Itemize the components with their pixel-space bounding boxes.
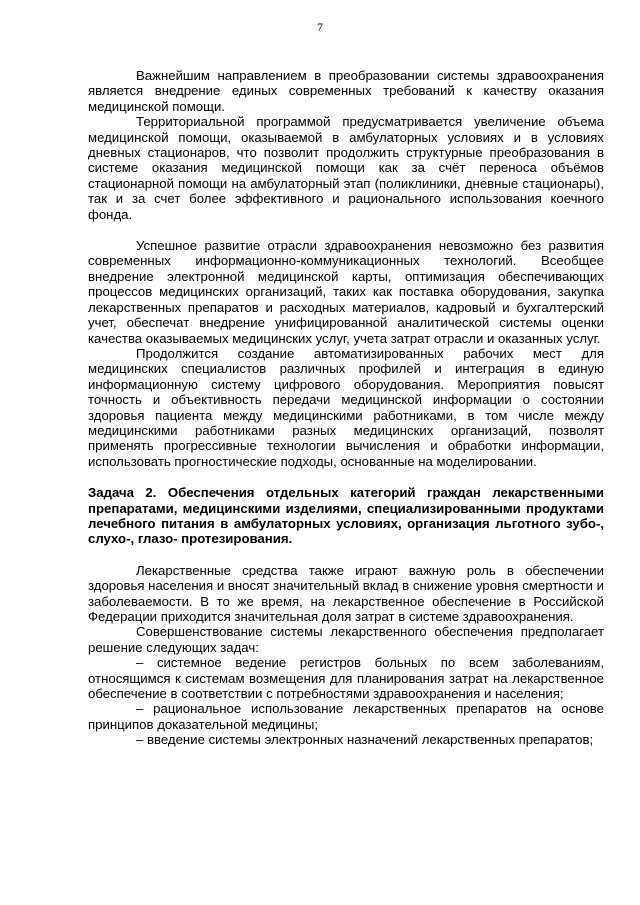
section-heading: Задача 2. Обеспечения отдельных категорий граждан лекарственными препаратами, медицинскими изделиями, специализированными продуктами лечебного питания в амбулаторных условиях, организация льготного зубо-, слухо-, глазо- протезирования. [88,485,604,547]
paragraph: Лекарственные средства также играют важную роль в обеспечении здоровья населения и вносят значительный вклад в снижение уровня смертности и заболеваемости. В то же время, на лекарственное обеспечение в Российской Федерации приходится значительная доля затрат в системе здравоохранения. [88,562,604,624]
paragraph: Важнейшим направлением в преобразовании системы здравоохранения является внедрение единых современных требований к качеству оказания медицинской помощи. [88,68,604,114]
paragraph: – введение системы электронных назначений лекарственных препаратов; [136,732,594,748]
paragraph: – рациональное использование лекарственных препаратов на основе принципов доказательной медицины; [88,701,604,732]
paragraph-gap [88,547,604,563]
paragraph-gap [88,222,604,238]
document-body [88,68,604,748]
paragraph: – системное ведение регистров больных по всем заболеваниям, относящимся к системам возмещения для планирования затрат на лекарственное обеспечение в соответствии с потребностями здравоохранения и населения; [88,655,604,702]
page-number: 7 [317,20,323,34]
paragraph: Продолжится создание автоматизированных рабочих мест для медицинских специалистов различных профилей и интеграция в единую информационную систему цифрового оборудования. Мероприятия повысят точность и объективность передачи медицинской информации о состоянии здоровья пациента между медицинскими работниками, в том числе между медицинскими работниками разных медицинских организаций, позволят применять прогрессивные технологии вычисления и обработки информации, использовать прогностические подходы, основанные на моделировании. [88,345,604,469]
paragraph: Успешное развитие отрасли здравоохранения невозможно без развития современных информационно-коммуникационных технологий. Всеобщее внедрение электронной медицинской карты, оптимизация обеспечивающих процессов медицинских организаций, таких как поставка оборудования, закупка лекарственных препаратов и расходных материалов, кадровый и бухгалтерский учет, обеспечат внедрение унифицированной аналитической системы оценки качества оказываемых медицинских услуг, учета затрат отрасли и оказанных услуг. [88,238,604,346]
paragraph-gap [88,469,604,485]
paragraph: Совершенствование системы лекарственного обеспечения предполагает решение следующих задач: [88,624,604,655]
paragraph: Территориальной программой предусматривается увеличение объема медицинской помощи, оказываемой в амбулаторных условиях и в условиях дневных стационаров, что позволит продолжить структурные преобразования в системе оказания медицинской помощи как за счёт переноса объёмов стационарной помощи на амбулаторный этап (поликлиники, дневные стационары), так и за счет более эффективного и рационального использования коечного фонда. [88,114,604,222]
